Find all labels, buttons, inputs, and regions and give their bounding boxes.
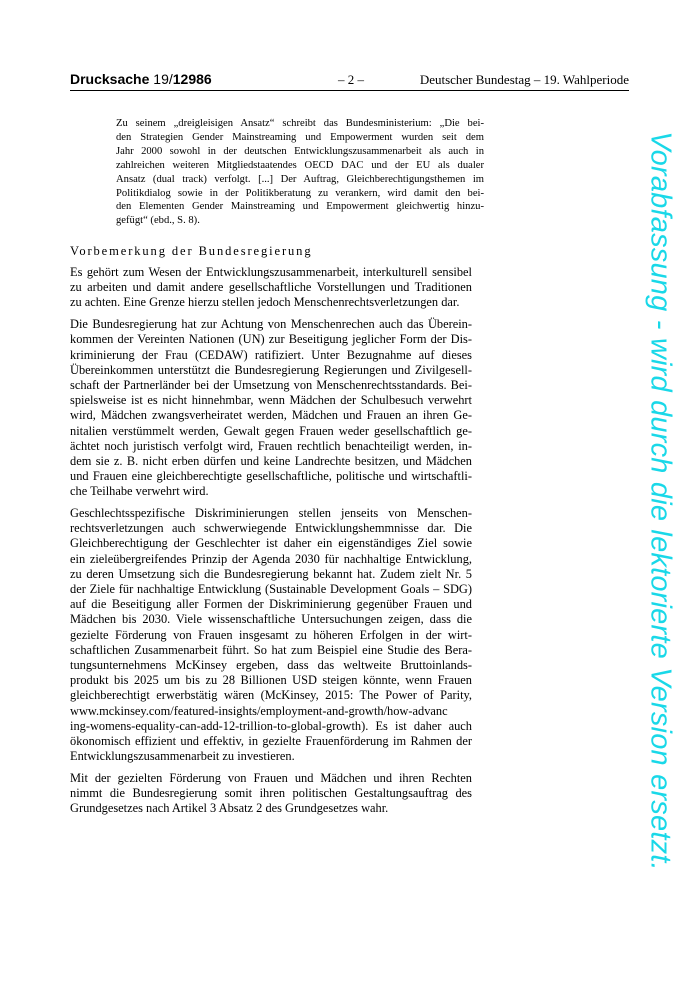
body-paragraph xyxy=(70,265,472,311)
quote-line: den Strategien Gender Mainstreaming und Empowerment wurden seit dem xyxy=(116,131,484,143)
publisher-label: Deutscher Bundestag – 19. Wahlperiode xyxy=(419,72,629,87)
body-line: kriminierung der Frau (CEDAW) ratifiziert. Unter Bezugnahme auf dieses xyxy=(70,347,472,362)
body-line: ing-womens-equality-can-add-12-trillion-to-global-growth). Es ist daher auch xyxy=(70,718,472,733)
quote-line: Zu seinem „dreigleisigen Ansatz“ schreibt das Bundesministerium: „Die bei- xyxy=(116,118,484,129)
quote-paragraph xyxy=(116,117,484,228)
body-line: zu deren Umsetzung sich die Bundesregierung bekannt hat. Zudem zielt Nr. 5 xyxy=(70,566,472,581)
body-line: Es gehört zum Wesen der Entwicklungszusammenarbeit, interkulturell sensibel xyxy=(70,265,472,279)
body-line: nimmt die Bundesregierung somit ihren politischen Gestaltungsauftrag des xyxy=(70,786,472,801)
body-line: nitalien verstümmelt werden, Gewalt gegen Frauen weder gesellschaftlich ge- xyxy=(70,423,472,438)
body-line: und Frauen eine gleichberechtigte gesellschaftliche, politische und wirtschaftli- xyxy=(70,469,472,484)
body-line: Gleichberechtigung der Geschlechter ist daher ein eigenständiges Ziel sowie xyxy=(70,536,472,551)
body-line: che Teilhabe verwehrt wird. xyxy=(70,484,209,499)
body-paragraph xyxy=(70,317,472,499)
section-heading: Vorbemerkung der Bundesregierung xyxy=(70,244,313,258)
section-body xyxy=(70,265,472,823)
body-line: Mädchen bis 2030. Viele wissenschaftliche Untersuchungen zeigen, dass die xyxy=(70,612,472,627)
quote-line: Politikdialog sowie in der Politikberatung zu verankern, wird damit den bei- xyxy=(116,187,484,199)
body-line: gezielte Förderung von Frauen insgesamt zu höheren Erfolgen in der wirt- xyxy=(70,627,472,642)
body-line: der Ziele für nachhaltige Entwicklung (Sustainable Development Goals – SDG) xyxy=(70,582,472,597)
body-line: Entwicklungszusammenarbeit zu investieren. xyxy=(70,749,295,764)
body-line: ein zieleübergreifendes Prinzip der Agenda 2030 für nachhaltige Entwicklung, xyxy=(70,551,472,566)
body-line: tungsunternehmens McKinsey ergeben, dass das weltweite Bruttoinlands- xyxy=(70,658,472,673)
body-line: ächtet noch juristisch verfolgt wird, Frauen rechtlich benachteiligt werden, in- xyxy=(70,438,472,453)
document-number xyxy=(70,71,212,87)
body-line: rechtsverletzungen auch schwerwiegende Entwicklungshemmnisse dar. Die xyxy=(70,521,472,536)
body-line: wird, Mädchen zwangsverheiratet werden, Mädchen und Frauen an ihren Ge- xyxy=(70,408,472,423)
body-paragraph xyxy=(70,506,472,764)
body-line: zu achten. Eine Grenze hierzu stellen jedoch Menschenrechtsverletzungen dar. xyxy=(70,295,460,310)
body-line: auf die Beseitigung aller Formen der Diskriminierung gegenüber Frauen und xyxy=(70,597,472,612)
body-line: Geschlechtsspezifische Diskriminierungen stellen jenseits von Menschen- xyxy=(70,506,472,521)
body-line: Grundgesetzes nach Artikel 3 Absatz 2 des Grundgesetzes wahr. xyxy=(70,801,389,816)
body-line: zu arbeiten und damit andere gesellschaftliche Vorstellungen und Traditionen xyxy=(70,280,472,295)
body-line: Die Bundesregierung hat zur Achtung von Menschenrechen auch das Überein- xyxy=(70,317,472,332)
body-line: www.mckinsey.com/featured-insights/employment-and-growth/how-advanc xyxy=(70,703,448,718)
doc-number-prefix: 19/ xyxy=(153,71,173,87)
body-line: kommen der Vereinten Nationen (UN) zur Beseitigung jeglicher Form der Dis- xyxy=(70,332,472,347)
body-line: produkt bis 2025 um bis zu 28 Billionen USD steigen könnte, wenn Frauen xyxy=(70,673,472,688)
quote-block xyxy=(116,117,484,228)
body-line: dem sie z. B. nicht erben dürfen und keine Landrechte besitzen, und Mädchen xyxy=(70,453,472,468)
body-paragraph xyxy=(70,771,472,817)
body-line: gleichberechtigt erwerbstätig wären (McKinsey, 2015: The Power of Parity, xyxy=(70,688,472,703)
body-line: spielsweise ist es nicht hinnehmbar, wenn Mädchen der Schulbesuch verwehrt xyxy=(70,393,472,408)
quote-line: gefügt“ (ebd., S. 8). xyxy=(116,215,200,227)
quote-line: den Elementen Gender Mainstreaming und Empowerment gleichwertig hinzu- xyxy=(116,201,484,213)
page-number: – 2 – xyxy=(338,72,364,87)
page-header xyxy=(70,70,629,90)
watermark-text: Vorabfassung - wird durch die lektorierte Version ersetzt. xyxy=(644,130,677,871)
doc-number-main: 12986 xyxy=(172,71,212,87)
doc-label: Drucksache xyxy=(70,71,150,87)
quote-line: Ansatz (dual track) verfolgt. [...] Der Auftrag, Gleichberechtigungsthemen im xyxy=(116,173,484,185)
draft-watermark xyxy=(635,113,685,888)
quote-line: Jahr 2000 sowohl in der deutschen Entwicklungszusammenarbeit als auch in xyxy=(116,145,484,157)
body-line: ökonomisch effizient und effektiv, in gezielte Frauenförderung im Rahmen der xyxy=(70,734,472,749)
body-line: schaftlichen Zusammenarbeit führt. So hat zum Beispiel eine Studie des Bera- xyxy=(70,642,472,657)
header-rule xyxy=(70,90,629,91)
body-line: Mit der gezielten Förderung von Frauen und Mädchen und ihren Rechten xyxy=(70,771,472,785)
quote-line: zahlreichen weiteren Mitgliedstaatendes OECD DAC und der EU als dualer xyxy=(116,159,484,171)
body-line: schaft der Partnerländer bei der Umsetzung von Menschenrechtsstandards. Bei- xyxy=(70,377,472,392)
body-line: Übereinkommen unterstützt die Bundesregierung Regierungen und Zivilgesell- xyxy=(70,362,472,377)
